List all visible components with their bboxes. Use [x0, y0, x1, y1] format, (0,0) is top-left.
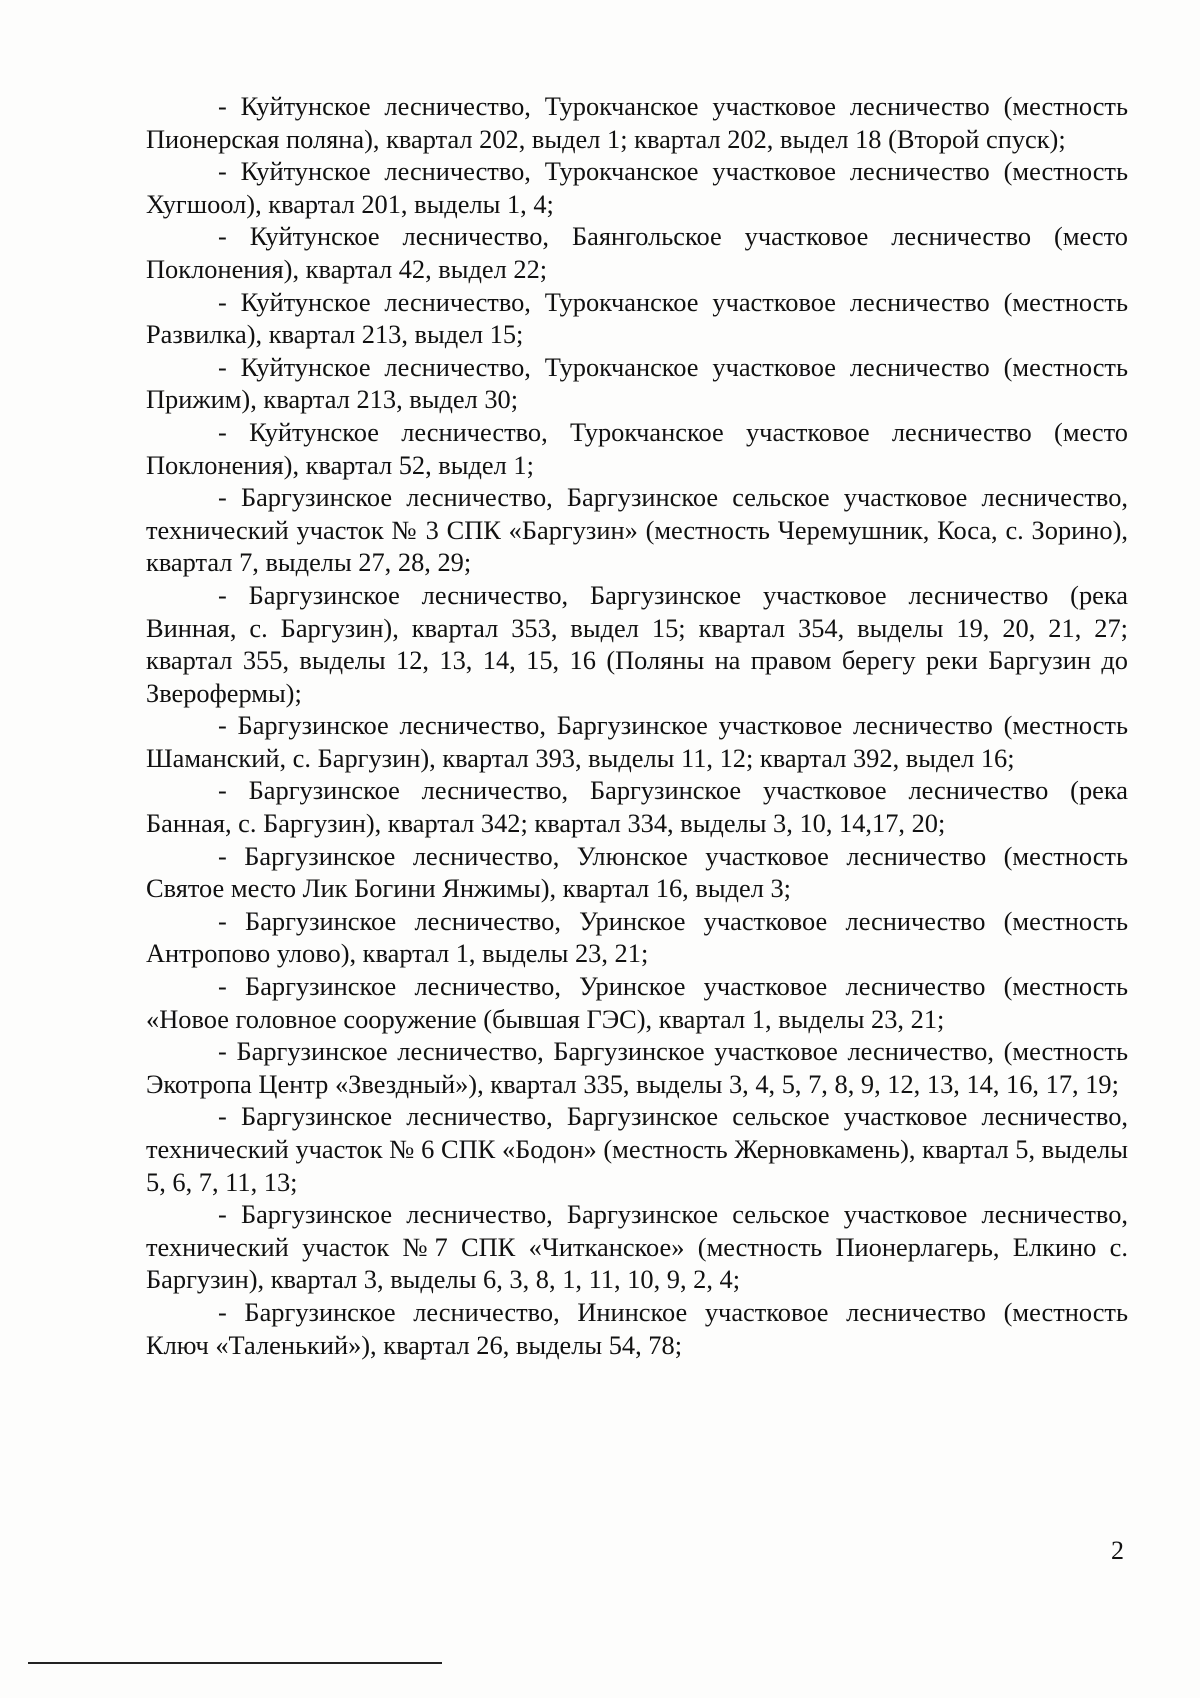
list-item: - Куйтунское лесничество, Турокчанское участковое лесничество (местность Прижим), квартал 213, выдел 30; [146, 351, 1128, 415]
list-item: - Баргузинское лесничество, Баргузинское сельское участковое лесничество, технический участок №7 СПК «Читканское» (местность Пионерлагерь, Елкино с. Баргузин), квартал 3, выделы 6, 3, 8, 1, 11, 10, 9, 2, 4; [146, 1199, 1128, 1295]
list-item: - Баргузинское лесничество, Уринское участковое лесничество (местность Антропово улово), квартал 1, выделы 23, 21; [146, 905, 1128, 969]
list-item: - Баргузинское лесничество, Баргузинское участковое лесничество (река Банная, с. Баргузин), квартал 342; квартал 334, выделы 3, 10, 14,17, 20; [146, 775, 1128, 839]
list-item: - Куйтунское лесничество, Турокчанское участковое лесничество (место Поклонения), квартал 52, выдел 1; [146, 416, 1128, 480]
list-item: - Баргузинское лесничество, Баргузинское участковое лесничество (местность Шаманский, с. Баргузин), квартал 393, выделы 11, 12; квартал 392, выдел 16; [146, 710, 1128, 773]
list-item: - Куйтунское лесничество, Турокчанское участковое лесничество (местность Развилка), квартал 213, выдел 15; [146, 286, 1128, 350]
list-item: - Куйтунское лесничество, Баянгольское участковое лесничество (место Поклонения), квартал 42, выдел 22; [146, 221, 1128, 284]
list-item: - Баргузинское лесничество, Ининское участковое лесничество (местность Ключ «Таленький»), квартал 26, выделы 54, 78; [146, 1296, 1128, 1360]
list-item: - Баргузинское лесничество, Уринское участковое лесничество (местность «Новое головное сооружение (бывшая ГЭС), квартал 1, выделы 23, 21; [146, 971, 1128, 1034]
list-item: - Баргузинское лесничество, Улюнское участковое лесничество (местность Святое место Лик Богини Янжимы), квартал 16, выдел 3; [146, 840, 1128, 904]
document-body [146, 90, 1128, 1361]
list-item: - Куйтунское лесничество, Турокчанское участковое лесничество (местность Хугшоол), квартал 201, выделы 1, 4; [146, 156, 1128, 219]
list-item: - Баргузинское лесничество, Баргузинское сельское участковое лесничество, технический участок № 3 СПК «Баргузин» (местность Черемушник, Коса, с. Зорино), квартал 7, выделы 27, 28, 29; [146, 482, 1128, 578]
list-item: - Баргузинское лесничество, Баргузинское участковое лесничество (река Винная, с. Баргузин), квартал 353, выдел 15; квартал 354, выделы 19, 20, 21, 27; квартал 355, выделы 12, 13, 14, 15, 16 (Поляны на правом берегу реки Баргузин до Зверофермы); [146, 579, 1128, 708]
list-item: - Куйтунское лесничество, Турокчанское участковое лесничество (местность Пионерская поляна), квартал 202, выдел 1; квартал 202, выдел 18 (Второй спуск); [146, 91, 1128, 154]
footer-divider [28, 1662, 442, 1664]
page-number: 2 [1111, 1536, 1124, 1565]
list-item: - Баргузинское лесничество, Баргузинское сельское участковое лесничество, технический участок № 6 СПК «Бодон» (местность Жерновкамень), квартал 5, выделы 5, 6, 7, 11, 13; [146, 1101, 1128, 1197]
list-item: - Баргузинское лесничество, Баргузинское участковое лесничество, (местность Экотропа Центр «Звездный»), квартал 335, выделы 3, 4, 5, 7, 8, 9, 12, 13, 14, 16, 17, 19; [146, 1036, 1128, 1099]
